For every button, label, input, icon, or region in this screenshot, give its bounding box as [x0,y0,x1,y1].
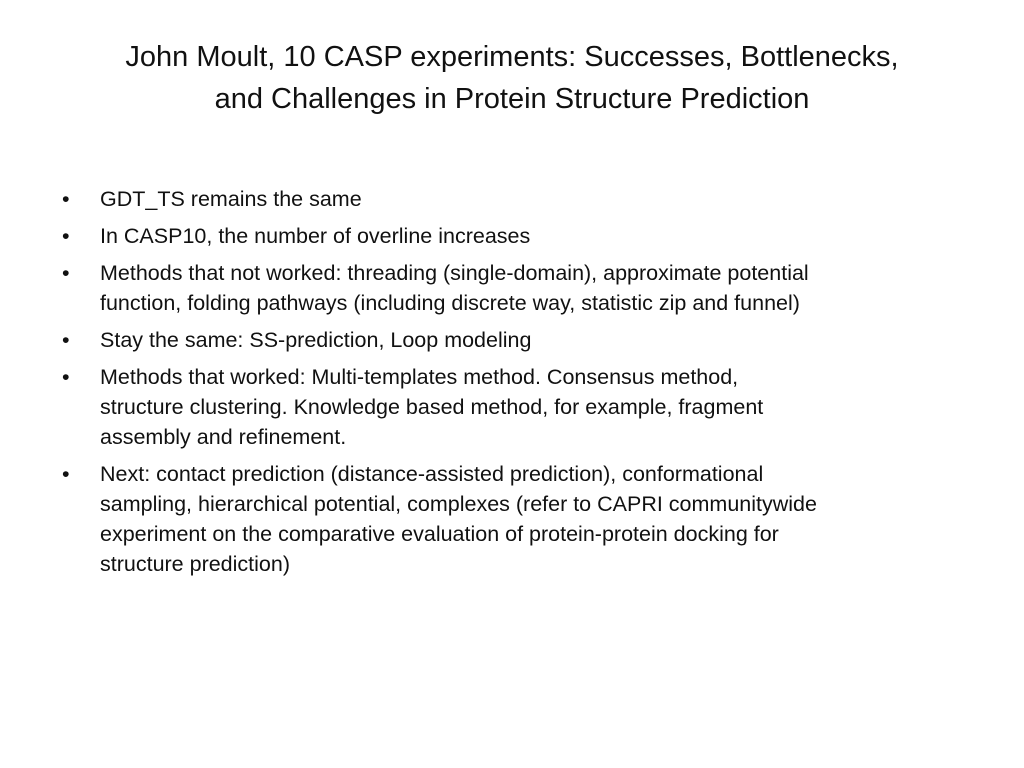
slide-title-line: and Challenges in Protein Structure Prediction [214,83,810,115]
bullet-text-line: Methods that worked: Multi-templates method. Consensus method, [100,365,739,389]
bullet-text [100,221,982,251]
bullet-item-casp10-overline [62,221,982,251]
bullet-marker: • [62,261,70,285]
bullet-item-methods-not-worked [62,258,982,318]
bullet-text-line: experiment on the comparative evaluation of protein-protein docking for [100,522,779,546]
bullet-text-line: structure clustering. Knowledge based method, for example, fragment [100,395,764,419]
bullet-text-line: function, folding pathways (including discrete way, statistic zip and funnel) [100,291,800,315]
bullet-marker: • [62,187,70,211]
bullet-marker: • [62,365,70,389]
bullet-text-line: assembly and refinement. [100,425,347,449]
bullet-item-gdt-ts [62,184,982,214]
bullet-text [100,184,982,214]
bullet-text-line: structure prediction) [100,552,290,576]
bullet-text [100,325,982,355]
bullet-item-next [62,459,982,579]
bullet-text [100,258,982,318]
bullet-item-stay-the-same [62,325,982,355]
bullet-text [100,362,982,452]
slide-title [40,36,984,120]
bullet-text-line: Next: contact prediction (distance-assisted prediction), conformational [100,462,764,486]
bullet-item-methods-worked [62,362,982,452]
bullet-marker: • [62,224,70,248]
bullet-marker: • [62,328,70,352]
bullet-text [100,459,982,579]
bullet-text-line: Methods that not worked: threading (single-domain), approximate potential [100,261,809,285]
bullet-text-line: Stay the same: SS-prediction, Loop modeling [100,328,532,352]
bullet-text-line: In CASP10, the number of overline increases [100,224,531,248]
slide-title-line: John Moult, 10 CASP experiments: Successes, Bottlenecks, [125,41,899,73]
bullet-marker: • [62,462,70,486]
bullet-list [62,184,982,586]
bullet-text-line: GDT_TS remains the same [100,187,362,211]
bullet-text-line: sampling, hierarchical potential, complexes (refer to CAPRI communitywide [100,492,817,516]
